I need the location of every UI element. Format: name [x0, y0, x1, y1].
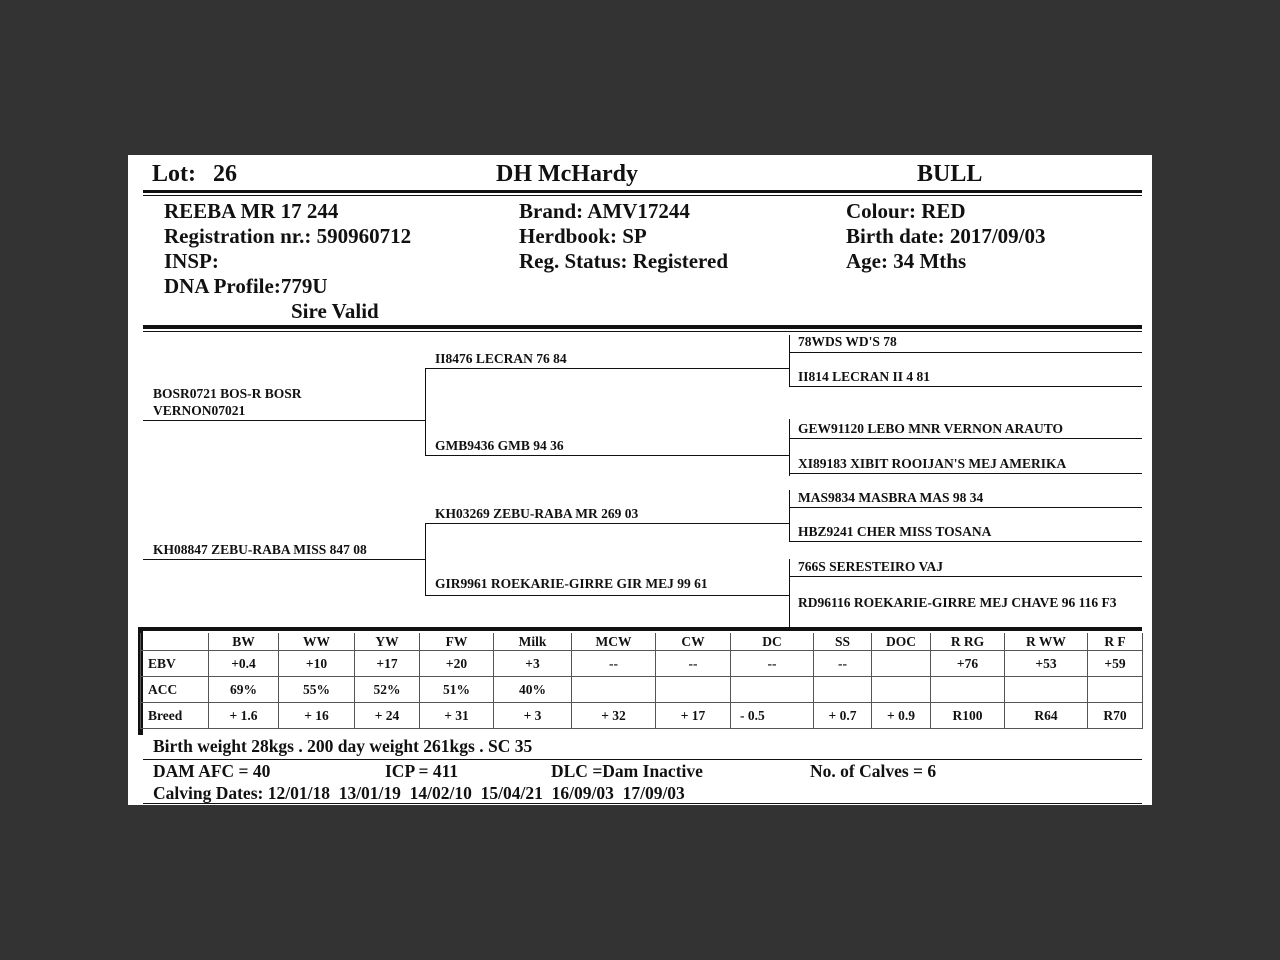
ggp-line-6 — [789, 541, 1142, 542]
dlc: DLC =Dam Inactive — [551, 761, 703, 781]
ebv-table — [140, 633, 1143, 729]
ebv-col-header: Milk — [494, 633, 572, 651]
reg-status: Reg. Status: Registered — [519, 249, 728, 273]
pedigree-ggp-2: II814 LECRAN II 4 81 — [798, 369, 931, 384]
breed-cell: R70 — [1088, 703, 1143, 729]
pedigree-sire-dam: GMB9436 GMB 94 36 — [435, 438, 564, 453]
ggp-line-2 — [789, 386, 1142, 387]
dam-connector — [425, 523, 426, 595]
ebv-cell: +53 — [1005, 651, 1088, 677]
ebv-cell: +17 — [355, 651, 420, 677]
acc-cell: 40% — [494, 677, 572, 703]
breed-cell: + 24 — [355, 703, 420, 729]
bull-sale-card — [128, 155, 1152, 805]
dam-dam-line — [425, 595, 789, 596]
sire-status: Sire Valid — [291, 299, 379, 323]
sire-connector — [425, 368, 426, 456]
dam-line — [143, 559, 425, 560]
breed-cell: + 0.7 — [814, 703, 872, 729]
pedigree-sire-sire: II8476 LECRAN 76 84 — [435, 351, 567, 366]
ebv-cell: -- — [814, 651, 872, 677]
breeder-name: DH McHardy — [496, 161, 638, 187]
ebv-col-header: DOC — [872, 633, 931, 651]
ebv-col-header: R F — [1088, 633, 1143, 651]
breed-row — [141, 703, 1143, 729]
ebv-col-header: R WW — [1005, 633, 1088, 651]
ggp-line-1 — [789, 352, 1142, 353]
row-label: EBV — [141, 651, 209, 677]
ggp-line-3 — [789, 438, 1142, 439]
ggp-line-4 — [789, 473, 1142, 474]
ebv-col-header: YW — [355, 633, 420, 651]
row-label: ACC — [141, 677, 209, 703]
acc-row — [141, 677, 1143, 703]
sire-sire-line — [425, 368, 789, 369]
ebv-col-header: BW — [209, 633, 279, 651]
info-rule-thin — [143, 331, 1142, 332]
animal-name: REEBA MR 17 244 — [164, 199, 339, 223]
ebv-cell — [872, 651, 931, 677]
ebv-cell: -- — [572, 651, 656, 677]
ebv-col-header: FW — [420, 633, 494, 651]
dam-sire-line — [425, 523, 789, 524]
ebv-col-header: MCW — [572, 633, 656, 651]
ebv-cell: +10 — [279, 651, 355, 677]
breed-cell: + 17 — [656, 703, 731, 729]
lot-number: 26 — [213, 161, 237, 187]
pedigree-ggp-5: MAS9834 MASBRA MAS 98 34 — [798, 490, 984, 505]
pedigree-ggp-8: RD96116 ROEKARIE-GIRRE MEJ CHAVE 96 116 F3 — [798, 595, 1117, 610]
calves-count: No. of Calves = 6 — [810, 761, 937, 781]
acc-cell — [814, 677, 872, 703]
ebv-col-header — [141, 633, 209, 651]
registration-number: Registration nr.: 590960712 — [164, 224, 412, 248]
acc-cell — [656, 677, 731, 703]
breed-cell: R100 — [931, 703, 1005, 729]
ebv-cell: +76 — [931, 651, 1005, 677]
dna-profile: DNA Profile:779U — [164, 274, 328, 298]
acc-cell: 55% — [279, 677, 355, 703]
info-rule — [143, 325, 1142, 329]
breed-cell: + 31 — [420, 703, 494, 729]
acc-cell: 52% — [355, 677, 420, 703]
acc-cell — [572, 677, 656, 703]
colour: Colour: RED — [846, 199, 966, 223]
ebv-col-header: CW — [656, 633, 731, 651]
pedigree-ggp-4: XI89183 XIBIT ROOIJAN'S MEJ AMERIKA — [798, 456, 1067, 471]
birth-date: Birth date: 2017/09/03 — [846, 224, 1046, 248]
breed-cell: - 0.5 — [731, 703, 814, 729]
header-rule-thin — [143, 195, 1142, 196]
pedigree-dam-sire: KH03269 ZEBU-RABA MR 269 03 — [435, 506, 639, 521]
ggp-line-5 — [789, 507, 1142, 508]
header-rule — [143, 190, 1142, 193]
calving-dates: Calving Dates: 12/01/18 13/01/19 14/02/10 15/04/21 16/09/03 17/09/03 — [153, 783, 685, 803]
ebv-col-header: DC — [731, 633, 814, 651]
pedigree-ggp-1: 78WDS WD'S 78 — [798, 334, 897, 349]
icp: ICP = 411 — [385, 761, 459, 781]
ebv-header-row — [141, 633, 1143, 651]
pedigree-ggp-7: 766S SERESTEIRO VAJ — [798, 559, 944, 574]
acc-cell: 69% — [209, 677, 279, 703]
ggp-connector-2 — [789, 419, 790, 476]
animal-info-left — [164, 199, 411, 324]
acc-cell — [931, 677, 1005, 703]
ebv-cell: +0.4 — [209, 651, 279, 677]
acc-cell — [872, 677, 931, 703]
sire-dam-line — [425, 455, 789, 456]
ggp-connector-4 — [789, 559, 790, 627]
ebv-cell: -- — [731, 651, 814, 677]
acc-cell — [1088, 677, 1143, 703]
sire-line — [143, 420, 425, 421]
pedigree-dam-dam: GIR9961 ROEKARIE-GIRRE GIR MEJ 99 61 — [435, 576, 708, 591]
acc-cell — [1005, 677, 1088, 703]
lot-label: Lot: — [152, 161, 196, 187]
ggp-line-7 — [789, 576, 1142, 577]
ebv-cell: +20 — [420, 651, 494, 677]
ebv-cell: -- — [656, 651, 731, 677]
ebv-cell: +59 — [1088, 651, 1143, 677]
pedigree-dam: KH08847 ZEBU-RABA MISS 847 08 — [153, 542, 367, 557]
breed-cell: + 0.9 — [872, 703, 931, 729]
age: Age: 34 Mths — [846, 249, 967, 273]
ebv-col-header: SS — [814, 633, 872, 651]
breed-cell: + 1.6 — [209, 703, 279, 729]
animal-sex: BULL — [917, 161, 983, 187]
breed-cell: + 3 — [494, 703, 572, 729]
ggp-connector-3 — [789, 490, 790, 542]
ebv-rule — [140, 627, 1142, 631]
breed-cell: + 16 — [279, 703, 355, 729]
insp-field: INSP: — [164, 249, 219, 273]
acc-cell — [731, 677, 814, 703]
ggp-connector-1 — [789, 335, 790, 386]
ebv-col-header: WW — [279, 633, 355, 651]
animal-info-right — [846, 199, 1046, 274]
bottom-rule — [143, 803, 1142, 804]
weights-summary: Birth weight 28kgs . 200 day weight 261kgs . SC 35 — [153, 736, 533, 756]
brand: Brand: AMV17244 — [519, 199, 690, 223]
pedigree-ggp-6: HBZ9241 CHER MISS TOSANA — [798, 524, 992, 539]
animal-info-middle — [519, 199, 728, 274]
herdbook: Herdbook: SP — [519, 224, 647, 248]
ebv-cell: +3 — [494, 651, 572, 677]
dam-afc: DAM AFC = 40 — [153, 761, 271, 781]
acc-cell: 51% — [420, 677, 494, 703]
ebv-col-header: R RG — [931, 633, 1005, 651]
footer-rule — [143, 759, 1142, 760]
ebv-row — [141, 651, 1143, 677]
row-label: Breed — [141, 703, 209, 729]
pedigree-sire: BOSR0721 BOS-R BOSR VERNON07021 — [153, 386, 302, 418]
breed-cell: R64 — [1005, 703, 1088, 729]
breed-cell: + 32 — [572, 703, 656, 729]
pedigree-ggp-3: GEW91120 LEBO MNR VERNON ARAUTO — [798, 421, 1064, 436]
